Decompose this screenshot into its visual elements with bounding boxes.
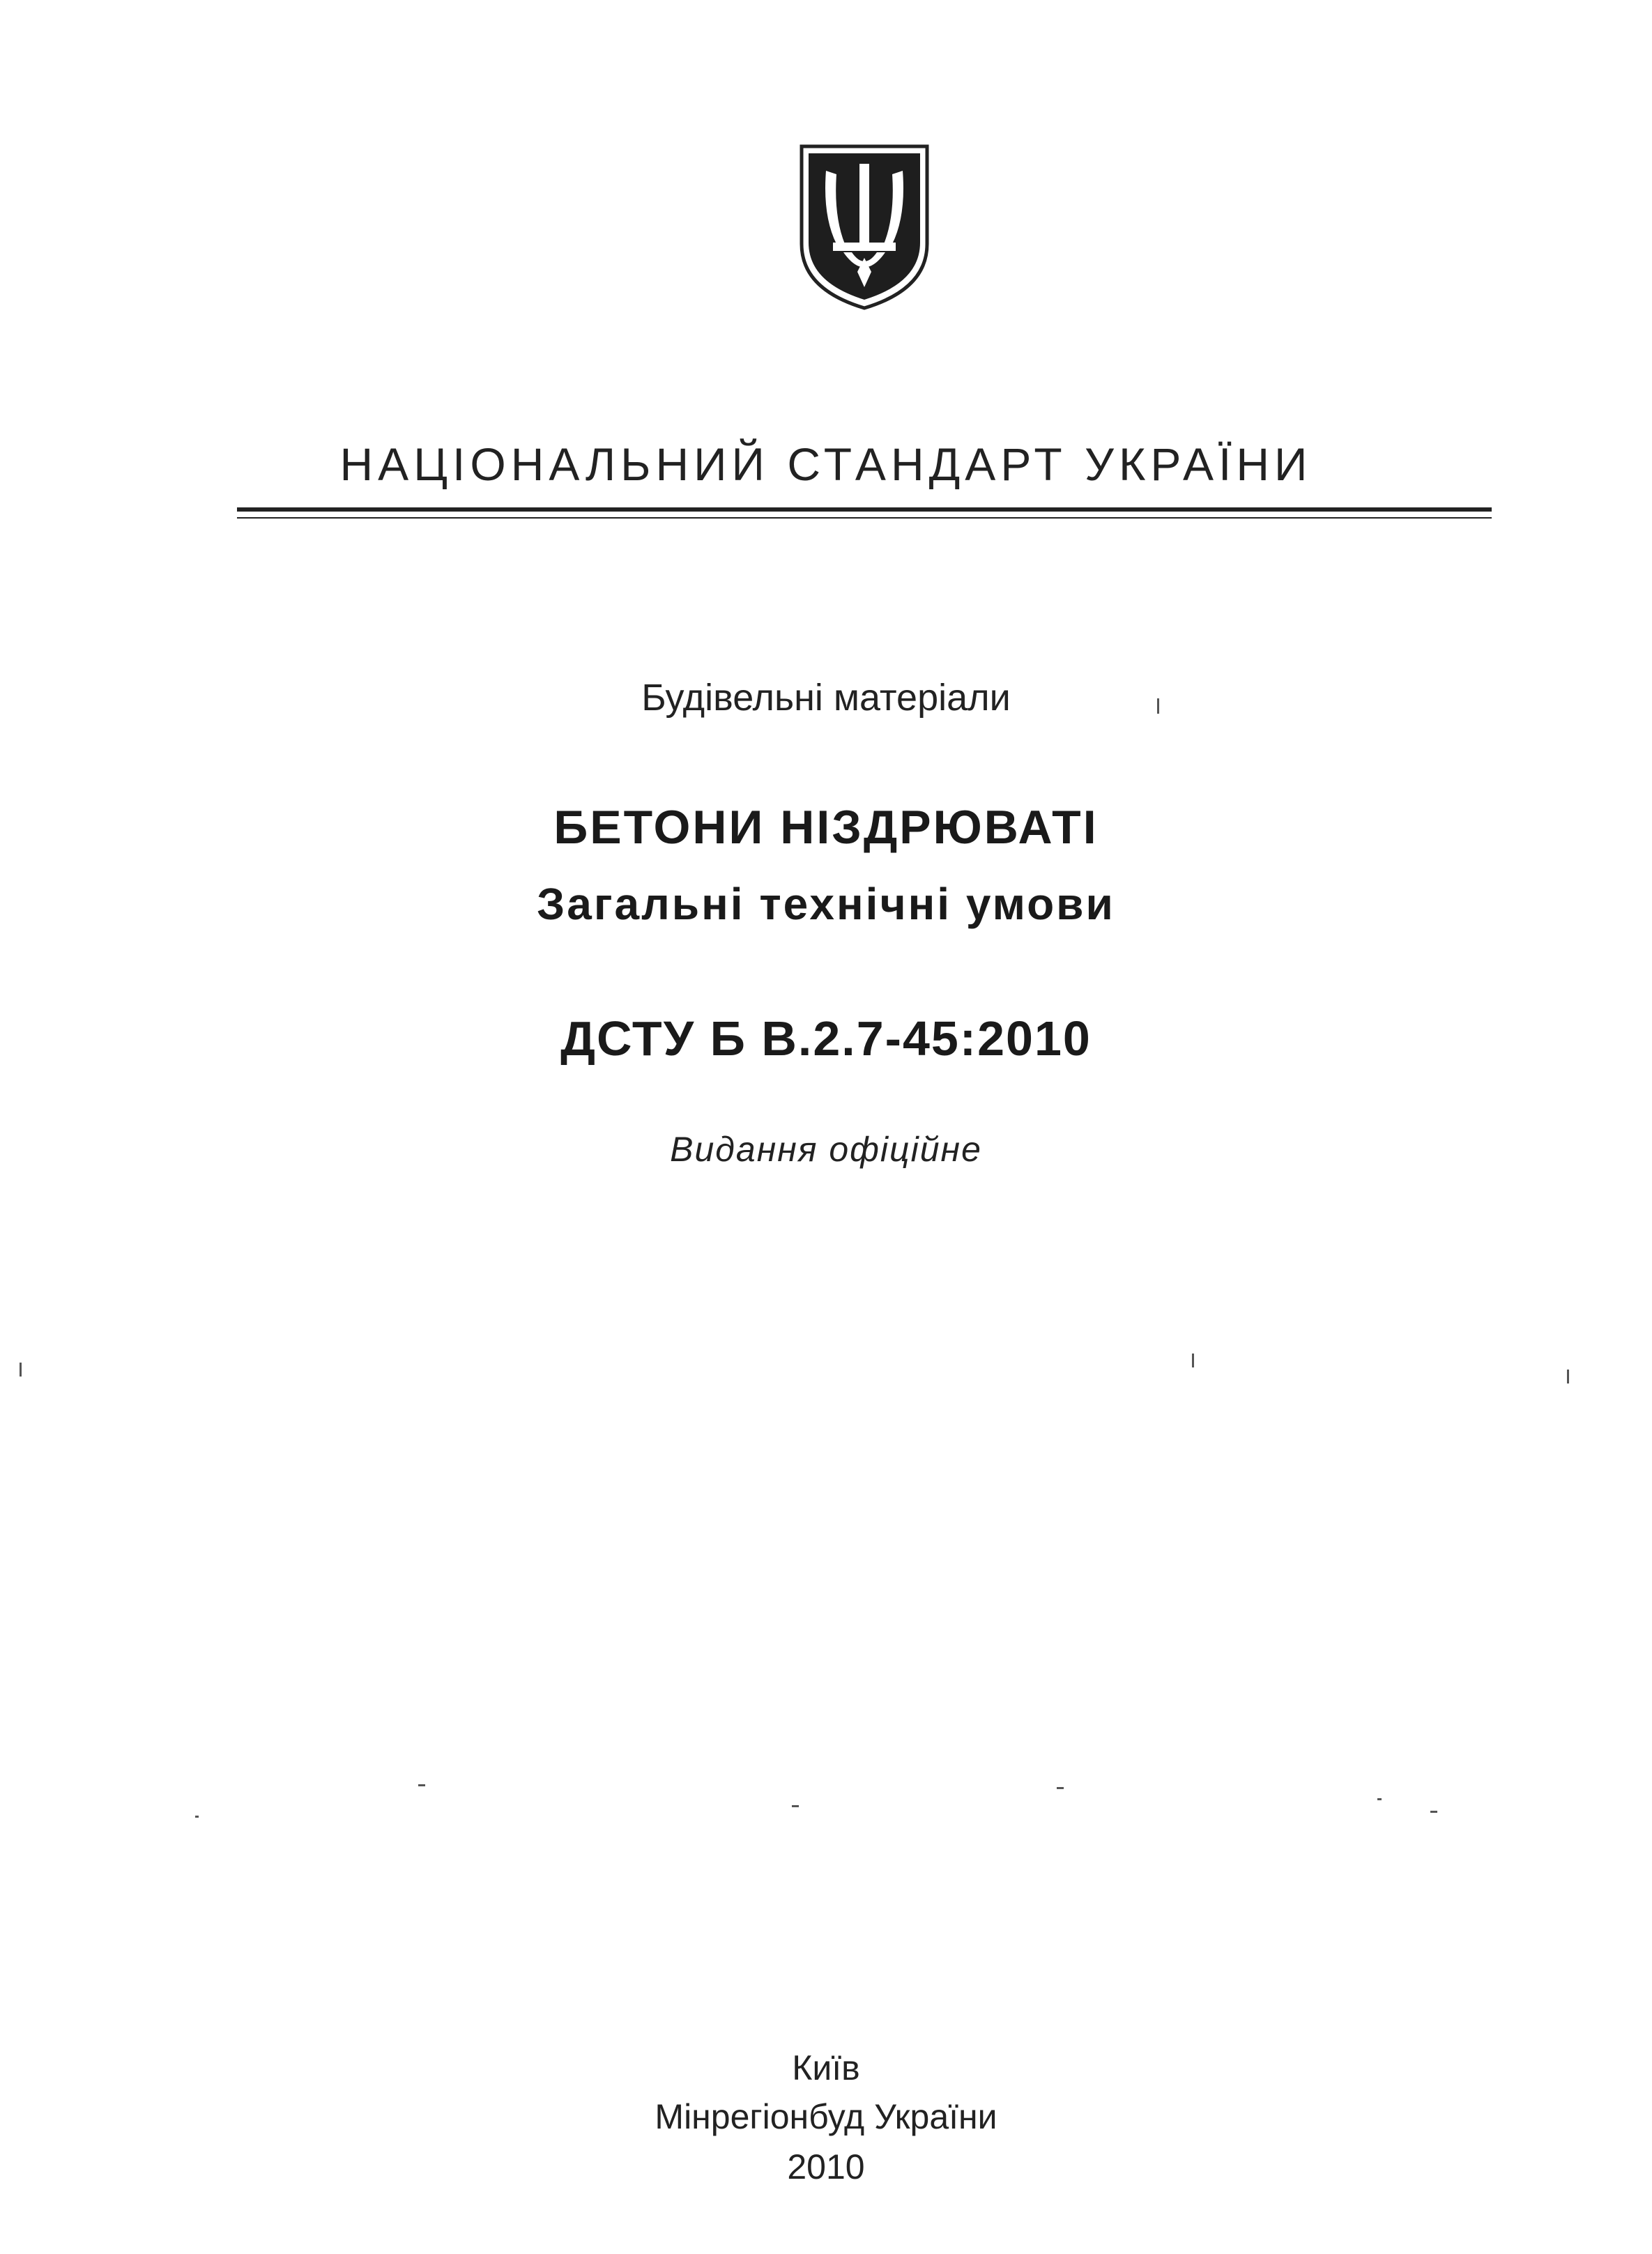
header-rule-thick <box>237 507 1492 512</box>
document-title: БЕТОНИ НІЗДРЮВАТІ <box>553 801 1099 854</box>
scan-speck <box>1567 1370 1569 1383</box>
section-label: Будівельні матеріали <box>641 677 1011 719</box>
footer-city: Київ <box>792 2048 860 2087</box>
scan-speck <box>1157 698 1159 714</box>
scan-speck <box>418 1784 425 1786</box>
scan-speck <box>792 1805 799 1807</box>
edition-note: Видання офіційне <box>670 1130 982 1169</box>
scan-speck <box>195 1816 199 1818</box>
scan-speck <box>1057 1787 1064 1789</box>
scan-speck <box>20 1363 22 1377</box>
footer-year: 2010 <box>787 2147 865 2186</box>
scan-speck <box>1430 1811 1437 1813</box>
header-rule-thin <box>237 517 1492 519</box>
document-code: ДСТУ Б В.2.7-45:2010 <box>560 1011 1092 1066</box>
header-title: НАЦІОНАЛЬНИЙ СТАНДАРТ УКРАЇНИ <box>339 438 1313 490</box>
scan-speck <box>1192 1354 1194 1367</box>
coat-of-arms-trident-icon <box>795 139 934 314</box>
footer-publisher: Мінрегіонбуд України <box>655 2097 997 2136</box>
scan-speck <box>1377 1798 1382 1800</box>
document-subtitle: Загальні технічні умови <box>537 879 1115 929</box>
